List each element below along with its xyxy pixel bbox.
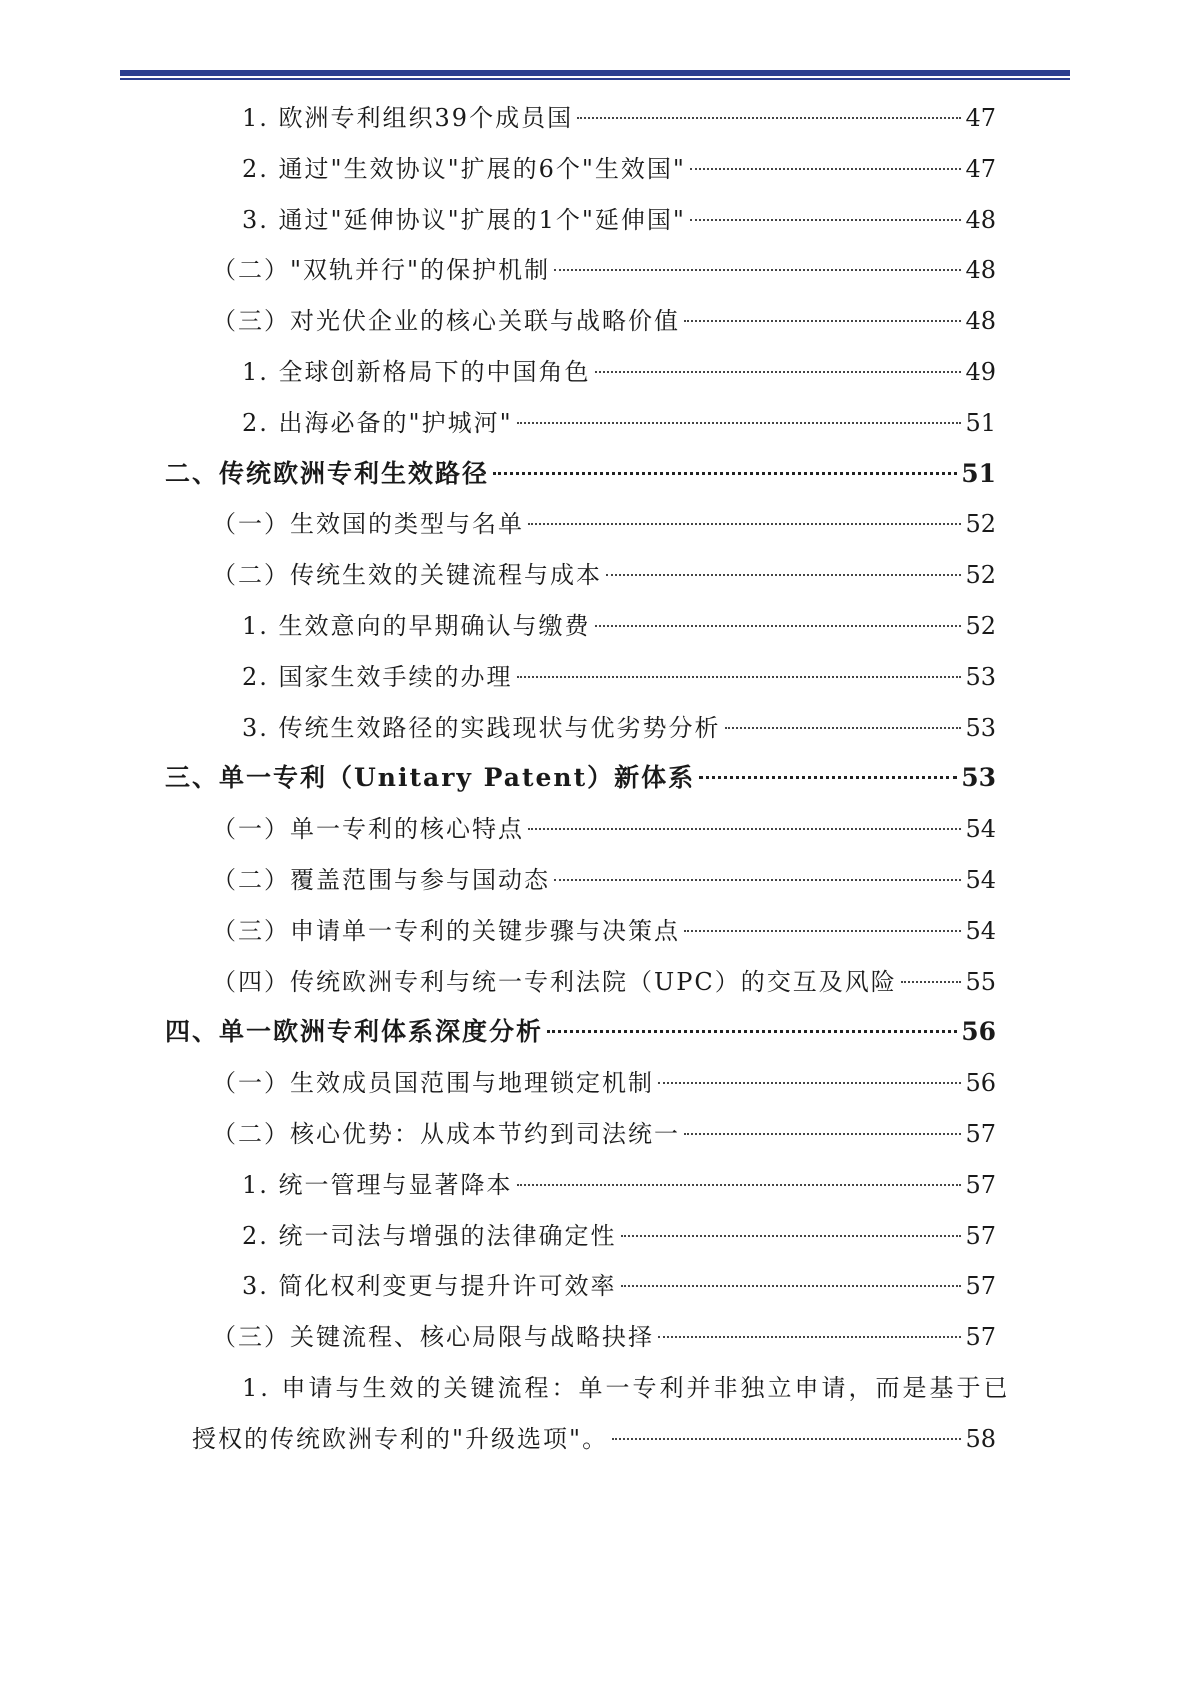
- toc-entry-title: 1. 全球创新格局下的中国角色: [242, 358, 591, 386]
- toc-entry-page: 52: [965, 510, 996, 539]
- toc-entry[interactable]: [165, 758, 996, 798]
- toc-entry[interactable]: [212, 504, 996, 544]
- toc-entry-title: 3. 通过"延伸协议"扩展的1个"延伸国": [242, 205, 686, 234]
- dot-leader: [493, 472, 957, 475]
- toc-entry-page: 57: [965, 1120, 996, 1148]
- toc-entry-title: 3. 传统生效路径的实践现状与优劣势分析: [242, 713, 721, 742]
- toc-entry[interactable]: [165, 454, 996, 494]
- toc-entry-title: 2. 出海必备的"护城河": [242, 408, 513, 437]
- toc-entry-page: 48: [965, 307, 996, 336]
- toc-entry-title: （一）单一专利的核心特点: [212, 815, 524, 844]
- toc-entry[interactable]: [242, 1216, 996, 1256]
- toc-entry[interactable]: [212, 250, 996, 290]
- toc-entry[interactable]: [242, 98, 996, 138]
- toc-entry-page: 52: [965, 561, 996, 590]
- toc-entry-page: 48: [965, 205, 996, 234]
- toc-entry[interactable]: [242, 708, 996, 748]
- dot-leader: [528, 828, 961, 830]
- toc-entry-title: 三、单一专利（Unitary Patent）新体系: [165, 763, 696, 793]
- toc-entry-page: 53: [961, 763, 996, 793]
- toc-entry-title: 3. 简化权利变更与提升许可效率: [242, 1272, 617, 1301]
- toc-entry[interactable]: [242, 1266, 996, 1306]
- toc-entry-page: 52: [965, 612, 996, 640]
- toc-entry-title: （二）覆盖范围与参与国动态: [212, 866, 550, 894]
- toc-entry[interactable]: [212, 962, 996, 1002]
- toc-entry-wrapped-line2[interactable]: [192, 1419, 996, 1459]
- dot-leader: [684, 1133, 961, 1135]
- dot-leader: [517, 1184, 962, 1186]
- toc-entry-title: （二）核心优势：从成本节约到司法统一: [212, 1120, 680, 1148]
- toc-entry[interactable]: [212, 860, 996, 900]
- toc-entry-title: 1. 欧洲专利组织39个成员国: [242, 104, 574, 132]
- toc-entry[interactable]: [212, 1317, 996, 1357]
- dot-leader: [684, 930, 961, 932]
- dot-leader: [901, 981, 962, 983]
- toc-entry-page: 48: [965, 256, 996, 285]
- toc-entry[interactable]: [242, 200, 996, 240]
- dot-leader: [554, 269, 961, 271]
- toc-entry[interactable]: [242, 606, 996, 646]
- toc-entry[interactable]: [212, 1063, 996, 1103]
- toc-entry-title: （四）传统欧洲专利与统一专利法院（UPC）的交互及风险: [212, 967, 897, 996]
- toc-entry-title: 四、单一欧洲专利体系深度分析: [165, 1017, 544, 1047]
- dot-leader: [621, 1285, 962, 1287]
- toc-entry-page: 51: [961, 458, 996, 488]
- dot-leader: [690, 219, 962, 221]
- dot-leader: [612, 1438, 961, 1440]
- toc-entry-title: （二）传统生效的关键流程与成本: [212, 561, 602, 590]
- toc-entry-page: 54: [965, 916, 996, 945]
- toc-entry-title: 1. 生效意向的早期确认与缴费: [242, 612, 591, 640]
- toc-entry-page: 57: [965, 1170, 996, 1199]
- dot-leader: [554, 879, 961, 881]
- dot-leader: [725, 727, 962, 729]
- toc-entry-title: 授权的传统欧洲专利的"升级选项"。: [192, 1424, 609, 1453]
- dot-leader: [528, 523, 961, 525]
- dot-leader: [621, 1235, 962, 1237]
- dot-leader: [595, 371, 962, 373]
- dot-leader: [577, 117, 961, 119]
- toc-entry[interactable]: [165, 1012, 996, 1052]
- dot-leader: [684, 320, 961, 322]
- toc-entry-title: 2. 统一司法与增强的法律确定性: [242, 1221, 617, 1250]
- dot-leader: [547, 1030, 957, 1033]
- toc-entry-page: 49: [965, 358, 996, 386]
- toc-entry-title: 二、传统欧洲专利生效路径: [165, 458, 490, 488]
- dot-leader: [658, 1082, 961, 1084]
- toc-entry-wrapped-line1[interactable]: 1. 申请与生效的关键流程：单一专利并非独立申请，而是基于已: [242, 1374, 1011, 1402]
- toc-entry[interactable]: [212, 301, 996, 341]
- dot-leader: [517, 676, 962, 678]
- toc-entry-page: 58: [965, 1424, 996, 1453]
- dot-leader: [690, 168, 962, 170]
- toc-entry-page: 47: [965, 104, 996, 132]
- toc-entry-title: 2. 国家生效手续的办理: [242, 662, 513, 691]
- header-rule: [120, 70, 1070, 80]
- toc-entry-page: 57: [965, 1221, 996, 1250]
- toc-entry-page: 51: [965, 408, 996, 437]
- toc-entry-page: 56: [965, 1069, 996, 1098]
- toc-entry-title: （三）关键流程、核心局限与战略抉择: [212, 1323, 654, 1352]
- toc-entry[interactable]: [212, 1114, 996, 1154]
- toc-entry-page: 57: [965, 1272, 996, 1301]
- toc-entry-page: 53: [965, 662, 996, 691]
- toc-entry-page: 54: [965, 866, 996, 894]
- header-rule-thick: [120, 70, 1070, 76]
- toc-entry-title: （二）"双轨并行"的保护机制: [212, 256, 551, 285]
- dot-leader: [606, 574, 961, 576]
- toc-entry[interactable]: [242, 149, 996, 189]
- toc-entry-page: 47: [965, 154, 996, 183]
- toc-entry-title: （一）生效成员国范围与地理锁定机制: [212, 1069, 654, 1098]
- dot-leader: [658, 1336, 961, 1338]
- toc-entry-title: 2. 通过"生效协议"扩展的6个"生效国": [242, 154, 686, 183]
- toc-entry[interactable]: [242, 403, 996, 443]
- toc-entry-page: 54: [965, 815, 996, 844]
- toc-entry[interactable]: [242, 352, 996, 392]
- dot-leader: [517, 422, 962, 424]
- toc-entry-page: 56: [961, 1017, 996, 1047]
- toc-entry[interactable]: [212, 555, 996, 595]
- toc-entry[interactable]: [242, 657, 996, 697]
- toc-entry[interactable]: [212, 911, 996, 951]
- dot-leader: [595, 625, 962, 627]
- header-rule-thin: [120, 78, 1070, 80]
- toc-entry-title: 1. 统一管理与显著降本: [242, 1170, 513, 1199]
- toc-entry[interactable]: [212, 809, 996, 849]
- toc-entry-title: （三）对光伏企业的核心关联与战略价值: [212, 307, 680, 336]
- toc-entry[interactable]: [242, 1165, 996, 1205]
- toc-entry-page: 55: [965, 967, 996, 996]
- toc-entry-page: 53: [965, 713, 996, 742]
- dot-leader: [699, 776, 957, 779]
- toc-entry-title: （三）申请单一专利的关键步骤与决策点: [212, 916, 680, 945]
- toc-entry-page: 57: [965, 1323, 996, 1352]
- toc-entry-title: （一）生效国的类型与名单: [212, 510, 524, 539]
